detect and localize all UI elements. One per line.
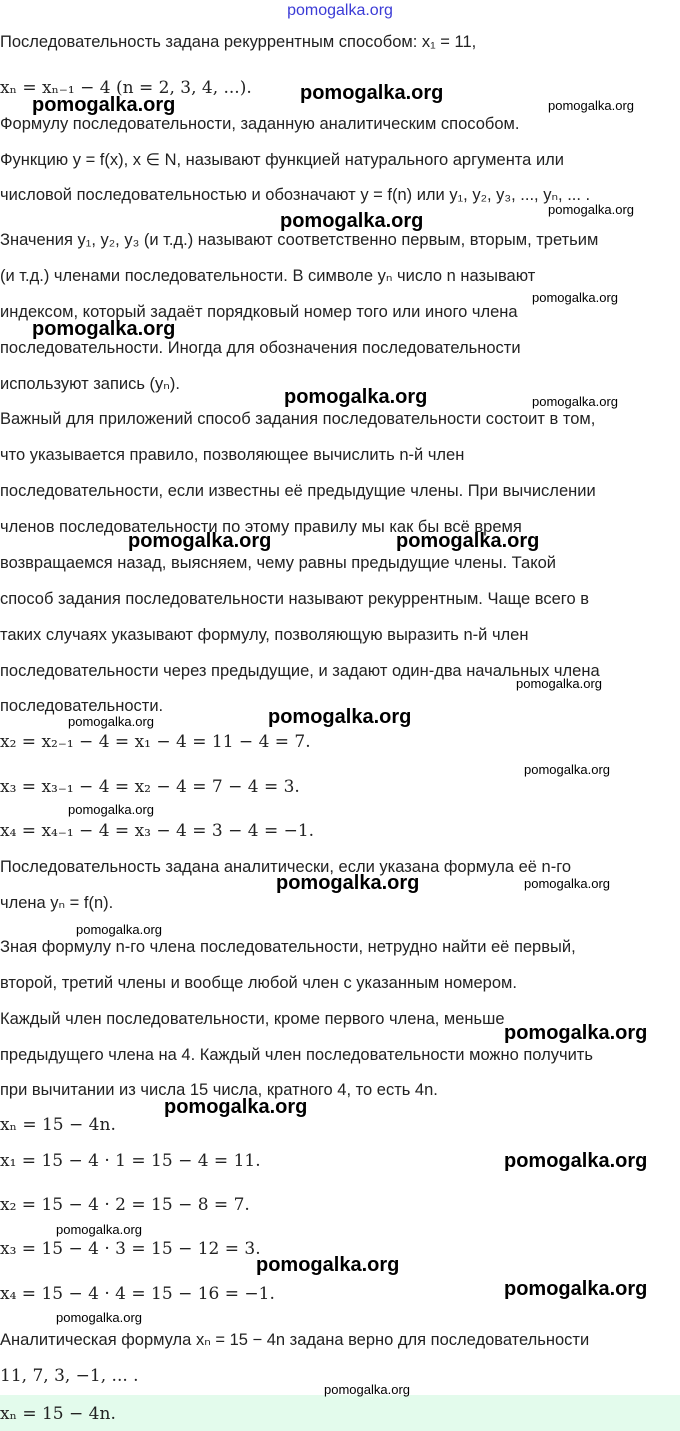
watermark: pomogalka.org — [516, 676, 602, 691]
watermark: pomogalka.org — [32, 318, 176, 340]
text-line: Последовательность задана рекуррентным способом: x₁ = 11, — [0, 33, 477, 51]
watermark: pomogalka.org — [300, 82, 444, 104]
watermark: pomogalka.org — [524, 762, 610, 777]
watermark: pomogalka.org — [532, 290, 618, 305]
watermark: pomogalka.org — [56, 1310, 142, 1325]
text-line: используют запись (yₙ). — [0, 375, 180, 393]
text-line: Последовательность задана аналитически, если указана формула её n-го — [0, 858, 572, 876]
text-line: x₄ = x₄₋₁ − 4 = x₃ − 4 = 3 − 4 = −1. — [0, 821, 315, 841]
text-line: x₃ = x₃₋₁ − 4 = x₂ − 4 = 7 − 4 = 3. — [0, 777, 300, 797]
watermark: pomogalka.org — [276, 872, 420, 894]
watermark: pomogalka.org — [68, 714, 154, 729]
text-line: x₂ = x₂₋₁ − 4 = x₁ − 4 = 11 − 4 = 7. — [0, 732, 311, 752]
text-line: последовательности через предыдущие, и задают один-два начальных члена — [0, 662, 600, 680]
watermark: pomogalka.org — [56, 1222, 142, 1237]
text-line: Функцию y = f(x), x ∈ N, называют функцией натурального аргумента или — [0, 151, 565, 169]
text-line: что указывается правило, позволяющее вычислить n-й член — [0, 446, 465, 464]
watermark: pomogalka.org — [396, 530, 540, 552]
text-line: Каждый член последовательности, кроме первого члена, меньше — [0, 1010, 505, 1028]
text-line: Значения y₁, y₂, y₃ (и т.д.) называют соответственно первым, вторым, третьим — [0, 231, 599, 249]
text-line: предыдущего члена на 4. Каждый член последовательности можно получить — [0, 1046, 593, 1064]
watermark: pomogalka.org — [256, 1254, 400, 1276]
text-line: второй, третий члены и вообще любой член с указанным номером. — [0, 974, 517, 992]
watermark: pomogalka.org — [548, 202, 634, 217]
text-line: xₙ = 15 − 4n. — [0, 1115, 116, 1135]
text-line: возвращаемся назад, выясняем, чему равны предыдущие члены. Такой — [0, 554, 556, 572]
text-line: xₙ = xₙ₋₁ − 4 (n = 2, 3, 4, ...). — [0, 78, 252, 98]
watermark: pomogalka.org — [524, 876, 610, 891]
text-line: таких случаях указывают формулу, позволяющую выразить n-й член — [0, 626, 529, 644]
watermark: pomogalka.org — [32, 94, 176, 116]
text-line: Важный для приложений способ задания последовательности состоит в том, — [0, 410, 596, 428]
watermark: pomogalka.org — [268, 706, 412, 728]
text-line: 11, 7, 3, −1, ... . — [0, 1366, 139, 1386]
text-line: последовательности, если известны её предыдущие члены. При вычислении — [0, 482, 596, 500]
text-line: Формулу последовательности, заданную аналитическим способом. — [0, 115, 520, 133]
text-line: при вычитании из числа 15 числа, кратного 4, то есть 4n. — [0, 1081, 438, 1099]
text-line: x₂ = 15 − 4 · 2 = 15 − 8 = 7. — [0, 1195, 250, 1215]
text-line: последовательности. — [0, 697, 164, 715]
answer-formula: xₙ = 15 − 4n. — [0, 1404, 116, 1424]
watermark: pomogalka.org — [324, 1382, 410, 1397]
text-line: члена yₙ = f(n). — [0, 894, 114, 912]
watermark: pomogalka.org — [504, 1278, 648, 1300]
watermark: pomogalka.org — [164, 1096, 308, 1118]
text-line: Зная формулу n-го члена последовательности, нетрудно найти её первый, — [0, 938, 576, 956]
watermark: pomogalka.org — [284, 386, 428, 408]
watermark: pomogalka.org — [76, 922, 162, 937]
watermark: pomogalka.org — [504, 1022, 648, 1044]
watermark: pomogalka.org — [548, 98, 634, 113]
text-line: (и т.д.) членами последовательности. В символе yₙ число n называют — [0, 267, 536, 285]
text-line: числовой последовательностью и обозначают y = f(n) или y₁, y₂, y₃, ..., yₙ, ... . — [0, 186, 591, 204]
text-line: индексом, который задаёт порядковый номер того или иного члена — [0, 303, 518, 321]
watermark: pomogalka.org — [128, 530, 272, 552]
text-line: способ задания последовательности называют рекуррентным. Чаще всего в — [0, 590, 589, 608]
text-line: последовательности. Иногда для обозначения последовательности — [0, 339, 521, 357]
watermark: pomogalka.org — [532, 394, 618, 409]
text-line: x₃ = 15 − 4 · 3 = 15 − 12 = 3. — [0, 1239, 261, 1259]
watermark: pomogalka.org — [68, 802, 154, 817]
site-logo[interactable]: pomogalka.org — [287, 2, 393, 19]
text-line: Аналитическая формула xₙ = 15 − 4n задана верно для последовательности — [0, 1331, 590, 1349]
text-line: x₁ = 15 − 4 · 1 = 15 − 4 = 11. — [0, 1151, 261, 1171]
watermark: pomogalka.org — [280, 210, 424, 232]
watermark: pomogalka.org — [504, 1150, 648, 1172]
text-line: членов последовательности по этому правилу мы как бы всё время — [0, 518, 522, 536]
text-line: x₄ = 15 − 4 · 4 = 15 − 16 = −1. — [0, 1284, 275, 1304]
